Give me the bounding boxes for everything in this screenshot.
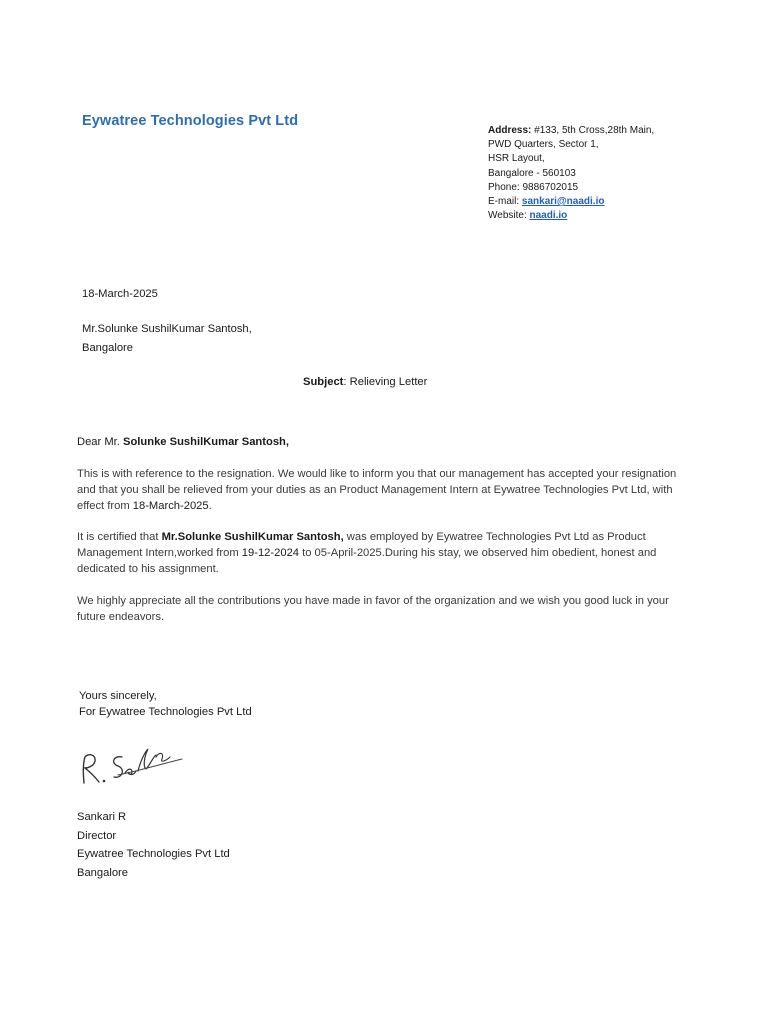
paragraph-2-name: Mr.Solunke SushilKumar Santosh, bbox=[161, 531, 344, 543]
email-link[interactable]: sankari@naadi.io bbox=[521, 196, 605, 208]
paragraph-2-mid: was employed by Eywatree Technologies Pvt Ltd as Product Management Intern,worked from bbox=[77, 531, 646, 559]
paragraph-1 bbox=[77, 466, 697, 514]
address-line-3: HSR Layout, bbox=[488, 153, 545, 165]
company-name: Eywatree Technologies Pvt Ltd bbox=[82, 113, 299, 129]
website-line bbox=[488, 209, 654, 223]
address-street: #133, 5th Cross,28th Main, bbox=[534, 125, 655, 136]
closing: Yours sincerely, bbox=[79, 690, 157, 702]
paragraph-1-end: . bbox=[208, 500, 212, 512]
signature-image bbox=[78, 735, 198, 789]
closing-block bbox=[79, 688, 252, 720]
signer-name: Sankari R bbox=[77, 811, 127, 823]
signer-city: Bangalore bbox=[77, 866, 129, 879]
letter-date: 18-March-2025 bbox=[82, 288, 158, 300]
recipient-block bbox=[82, 320, 252, 358]
salutation-prefix: Dear Mr. bbox=[77, 436, 124, 448]
paragraph-2-end: to 05-April-2025.During his stay, we observed him obedient, honest and dedicated to his assignment. bbox=[77, 547, 657, 575]
recipient-name: Mr.Solunke SushilKumar Santosh, bbox=[82, 323, 252, 335]
subject-label: Subject bbox=[303, 376, 344, 388]
address-label: Address: bbox=[488, 125, 532, 136]
email-line bbox=[488, 195, 654, 209]
paragraph-1-date: 18-March-2025 bbox=[132, 500, 209, 512]
salutation-name: Solunke SushilKumar Santosh, bbox=[123, 436, 289, 448]
signer-title: Director bbox=[77, 829, 117, 842]
website-label: Website: bbox=[488, 210, 530, 222]
address-line-4: Bangalore - 560103 bbox=[488, 167, 576, 179]
address-line-1 bbox=[488, 124, 654, 138]
signer-block bbox=[77, 808, 230, 882]
paragraph-2-from-date: 19-12-2024 bbox=[241, 547, 300, 559]
phone-line: Phone: 9886702015 bbox=[488, 181, 579, 193]
subject-text: : Relieving Letter bbox=[343, 376, 428, 388]
subject-line bbox=[303, 374, 427, 390]
email-label: E-mail: bbox=[488, 196, 522, 208]
address-line-2: PWD Quarters, Sector 1, bbox=[488, 139, 599, 151]
closing-for: For Eywatree Technologies Pvt Ltd bbox=[79, 706, 252, 718]
paragraph-1-text: This is with reference to the resignation. We would like to inform you that our management has accepted your resignation and that you shall be relieved from your duties as an Product Management Intern at Eywatree Technologies Pvt Ltd, with effect from bbox=[77, 468, 677, 512]
paragraph-2 bbox=[77, 529, 697, 577]
signer-company: Eywatree Technologies Pvt Ltd bbox=[77, 848, 230, 860]
website-link[interactable]: naadi.io bbox=[529, 210, 568, 222]
salutation bbox=[77, 434, 289, 450]
recipient-city: Bangalore bbox=[82, 342, 134, 354]
paragraph-2-start: It is certified that bbox=[77, 531, 162, 543]
address-block bbox=[488, 124, 654, 223]
paragraph-3: We highly appreciate all the contributions you have made in favor of the organization and we wish you good luck in your future endeavors. bbox=[77, 595, 669, 623]
